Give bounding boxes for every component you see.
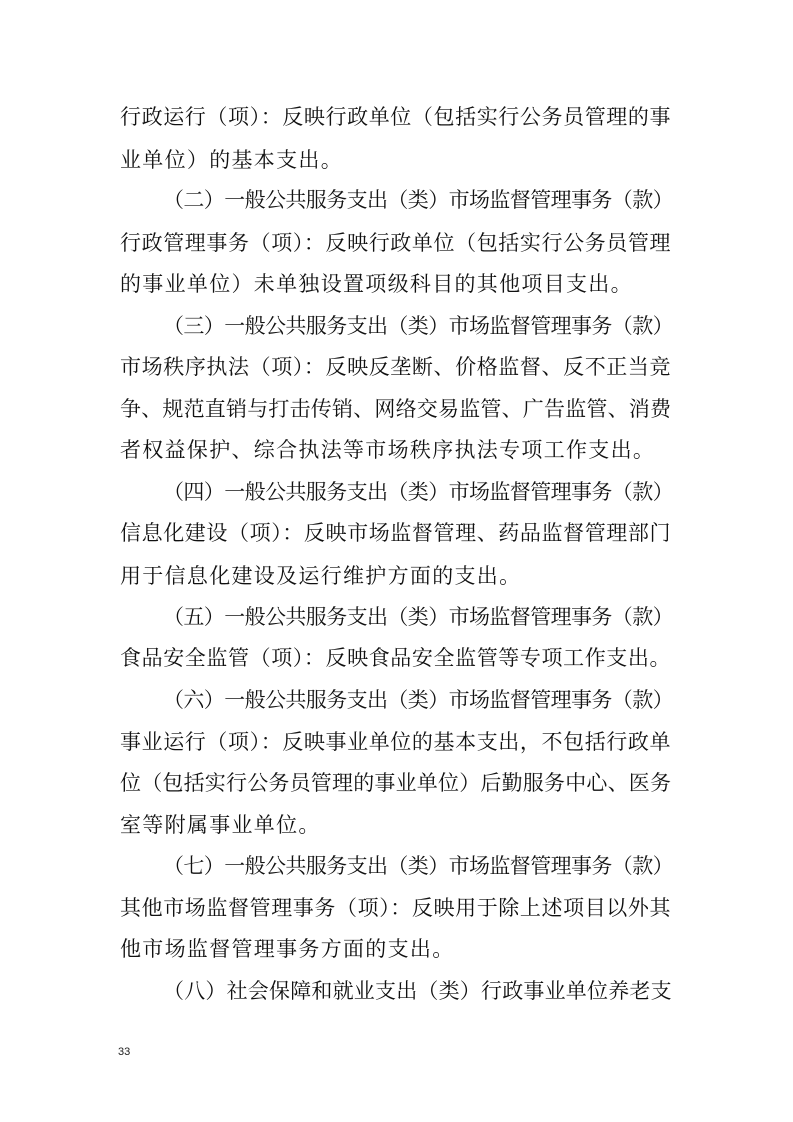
text-line: 行政运行（项）：反映行政单位（包括实行公务员管理的事	[120, 105, 672, 129]
text-line: 者权益保护、综合执法等市场秩序执法专项工作支出。	[120, 438, 656, 462]
section-heading-line: （八）社会保障和就业支出（类）行政事业单位养老支	[163, 979, 672, 1003]
text-line: 业单位）的基本支出。	[120, 148, 343, 172]
section-heading-line: （五）一般公共服务支出（类）市场监督管理事务（款）	[163, 605, 673, 629]
text-line: 用于信息化建设及运行维护方面的支出。	[120, 564, 522, 588]
section-heading-line: （六）一般公共服务支出（类）市场监督管理事务（款）	[163, 688, 673, 712]
text-line: 食品安全监管（项）：反映食品安全监管等专项工作支出。	[120, 646, 672, 670]
text-line: 行政管理事务（项）：反映行政单位（包括实行公务员管理	[120, 231, 672, 255]
text-line: 争、规范直销与打击传销、网络交易监管、广告监管、消费	[120, 397, 672, 421]
page-number: 33	[118, 1046, 131, 1058]
text-line: 的事业单位）未单独设置项级科目的其他项目支出。	[120, 272, 633, 296]
section-heading-line: （三）一般公共服务支出（类）市场监督管理事务（款）	[163, 314, 673, 338]
text-line: 位（包括实行公务员管理的事业单位）后勤服务中心、医务	[120, 771, 672, 795]
text-line: 事业运行（项）：反映事业单位的基本支出，不包括行政单	[120, 730, 672, 754]
section-heading-line: （二）一般公共服务支出（类）市场监督管理事务（款）	[163, 188, 673, 212]
text-line: 室等附属事业单位。	[120, 813, 321, 837]
text-line: 信息化建设（项）：反映市场监督管理、药品监督管理部门	[120, 521, 672, 545]
section-heading-line: （四）一般公共服务支出（类）市场监督管理事务（款）	[163, 480, 673, 504]
text-line: 其他市场监督管理事务（项）：反映用于除上述项目以外其	[120, 896, 672, 920]
section-heading-line: （七）一般公共服务支出（类）市场监督管理事务（款）	[163, 854, 673, 878]
text-line: 他市场监督管理事务方面的支出。	[120, 937, 455, 961]
text-line: 市场秩序执法（项）：反映反垄断、价格监督、反不正当竞	[120, 355, 672, 379]
